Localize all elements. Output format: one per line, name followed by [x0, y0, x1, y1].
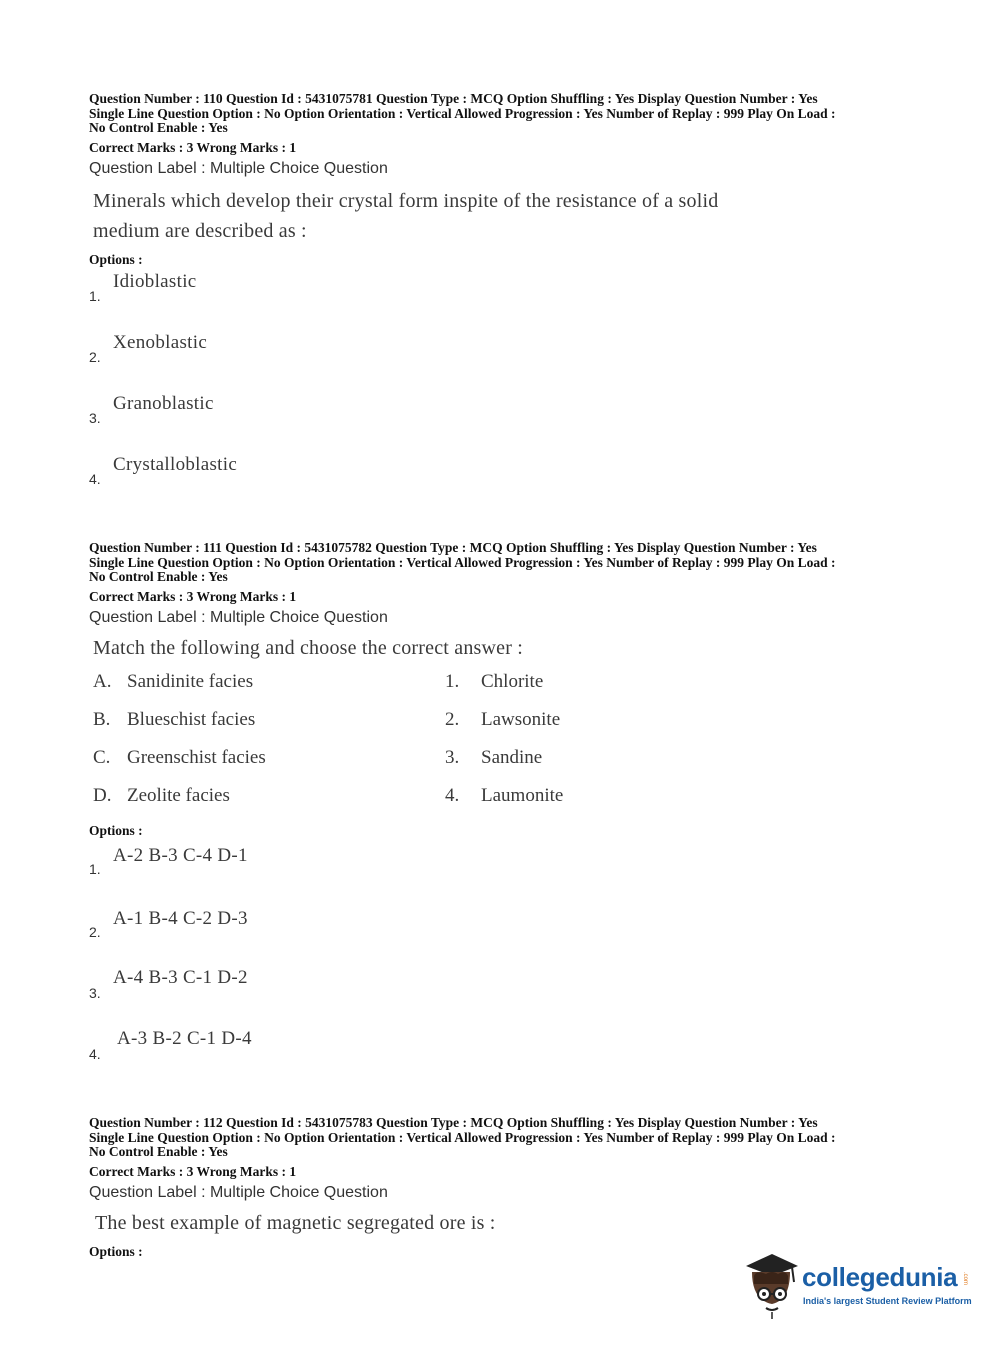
option-number: 2. — [89, 348, 101, 365]
question-meta-line: Single Line Question Option : No Option Orientation : Vertical Allowed Progression : Yes Number of Replay : 999 Play On Load : — [89, 554, 836, 570]
question-meta-line: No Control Enable : Yes — [89, 569, 228, 584]
logo-suffix: .com — [962, 1272, 968, 1286]
question-meta-line: No Control Enable : Yes — [89, 1144, 228, 1159]
match-right-key: 1. — [445, 670, 460, 692]
option-number: 3. — [89, 409, 101, 426]
question-label: Question Label : Multiple Choice Question — [89, 159, 388, 177]
match-row — [89, 785, 689, 815]
option-text: Xenoblastic — [113, 331, 208, 353]
match-right-key: 3. — [445, 746, 460, 768]
options-heading: Options : — [89, 1243, 143, 1259]
question-meta-line: Single Line Question Option : No Option Orientation : Vertical Allowed Progression : Yes Number of Replay : 999 Play On Load : — [89, 105, 836, 121]
match-right-text: Laumonite — [481, 784, 564, 806]
logo-wordmark: collegedunia — [802, 1262, 958, 1292]
question-meta-line: Question Number : 112 Question Id : 5431075783 Question Type : MCQ Option Shuffling : Yes Display Question Number : Yes — [89, 1115, 818, 1130]
question-block — [89, 541, 919, 1083]
option-item — [89, 1022, 919, 1083]
match-left-text: Zeolite facies — [127, 784, 230, 806]
options-heading: Options : — [89, 251, 143, 267]
option-text: Granoblastic — [113, 392, 214, 414]
option-text: A-2 B-3 C-4 D-1 — [113, 844, 248, 866]
option-text: A-3 B-2 C-1 D-4 — [117, 1027, 252, 1049]
collegedunia-logo[interactable] — [742, 1250, 972, 1320]
option-item — [89, 268, 919, 329]
option-text: A-1 B-4 C-2 D-3 — [113, 907, 248, 929]
marks-line: Correct Marks : 3 Wrong Marks : 1 — [89, 588, 297, 604]
match-row — [89, 747, 689, 777]
question-text-line: The best example of magnetic segregated ore is : — [95, 1211, 496, 1234]
match-left-key: B. — [93, 708, 111, 730]
option-text: Idioblastic — [113, 270, 197, 292]
match-row — [89, 709, 689, 739]
match-table — [89, 671, 919, 823]
mascot-icon — [742, 1250, 800, 1320]
question-label: Question Label : Multiple Choice Question — [89, 1183, 388, 1201]
option-number: 4. — [89, 1045, 101, 1062]
match-right-text: Sandine — [481, 746, 543, 768]
option-number: 3. — [89, 984, 101, 1001]
options-heading: Options : — [89, 822, 143, 838]
option-item — [89, 390, 919, 451]
match-row — [89, 671, 689, 701]
match-left-text: Sanidinite facies — [127, 670, 254, 692]
question-text-line: medium are described as : — [93, 219, 307, 242]
logo-tagline: India's largest Student Review Platform — [803, 1296, 972, 1306]
option-item — [89, 961, 919, 1022]
option-text: Crystalloblastic — [113, 453, 238, 475]
option-number: 1. — [89, 860, 101, 877]
option-text: A-4 B-3 C-1 D-2 — [113, 966, 248, 988]
match-left-key: A. — [93, 670, 112, 692]
question-block — [89, 1116, 919, 1260]
match-left-key: C. — [93, 746, 111, 768]
option-number: 4. — [89, 470, 101, 487]
question-text-line: Match the following and choose the correct answer : — [93, 636, 524, 659]
match-right-key: 2. — [445, 708, 460, 730]
question-meta-line: Question Number : 111 Question Id : 5431075782 Question Type : MCQ Option Shuffling : Yes Display Question Number : Yes — [89, 540, 817, 555]
option-item — [89, 839, 919, 900]
question-meta-line: No Control Enable : Yes — [89, 120, 228, 135]
option-item — [89, 329, 919, 390]
question-meta-line: Single Line Question Option : No Option Orientation : Vertical Allowed Progression : Yes Number of Replay : 999 Play On Load : — [89, 1129, 836, 1145]
option-number: 2. — [89, 923, 101, 940]
question-block — [89, 92, 919, 512]
question-meta-line: Question Number : 110 Question Id : 5431075781 Question Type : MCQ Option Shuffling : Yes Display Question Number : Yes — [89, 91, 818, 106]
match-right-text: Lawsonite — [481, 708, 561, 730]
option-item — [89, 451, 919, 512]
match-left-key: D. — [93, 784, 112, 806]
option-item — [89, 900, 919, 961]
marks-line: Correct Marks : 3 Wrong Marks : 1 — [89, 139, 297, 155]
option-number: 1. — [89, 287, 101, 304]
match-left-text: Greenschist facies — [127, 746, 266, 768]
marks-line: Correct Marks : 3 Wrong Marks : 1 — [89, 1163, 297, 1179]
match-right-text: Chlorite — [481, 670, 544, 692]
match-right-key: 4. — [445, 784, 460, 806]
match-left-text: Blueschist facies — [127, 708, 256, 730]
question-label: Question Label : Multiple Choice Question — [89, 608, 388, 626]
question-text-line: Minerals which develop their crystal form inspite of the resistance of a solid — [93, 189, 719, 212]
